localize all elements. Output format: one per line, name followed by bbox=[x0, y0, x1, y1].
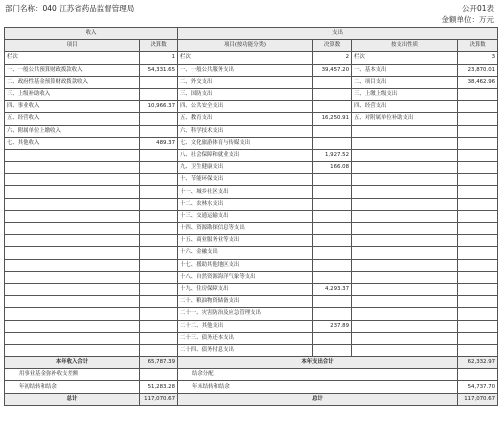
col-number-3: 3 bbox=[458, 52, 498, 64]
income-section-header: 收入 bbox=[5, 28, 178, 40]
func-item: 四、公共安全支出 bbox=[178, 101, 313, 113]
expense-section-header: 支出 bbox=[178, 28, 498, 40]
econ-item bbox=[352, 125, 458, 137]
table-row bbox=[5, 162, 498, 174]
econ-item: 一、基本支出 bbox=[352, 64, 458, 76]
table-row bbox=[5, 113, 498, 125]
table-row bbox=[5, 332, 498, 344]
econ-item bbox=[352, 332, 458, 344]
income-item bbox=[5, 149, 140, 161]
fund-row bbox=[5, 369, 498, 381]
income-amount: 54,331.65 bbox=[140, 64, 178, 76]
econ-amount bbox=[458, 283, 498, 295]
end-balance-value: 54,737.70 bbox=[458, 381, 498, 393]
table-row bbox=[5, 88, 498, 100]
econ-amount bbox=[458, 247, 498, 259]
func-item: 十九、住房保障支出 bbox=[178, 283, 313, 295]
func-item: 二十、粮油物资储备支出 bbox=[178, 296, 313, 308]
econ-item bbox=[352, 149, 458, 161]
col-label-3: 栏次 bbox=[352, 52, 458, 64]
table-row bbox=[5, 174, 498, 186]
income-item bbox=[5, 186, 140, 198]
section-header-row bbox=[5, 28, 498, 40]
func-item: 六、科学技术支出 bbox=[178, 125, 313, 137]
income-item bbox=[5, 162, 140, 174]
grand-total-label-left: 总计 bbox=[5, 393, 140, 405]
econ-item bbox=[352, 283, 458, 295]
econ-item bbox=[352, 320, 458, 332]
income-amount bbox=[140, 125, 178, 137]
income-amount bbox=[140, 210, 178, 222]
income-item-header: 项目 bbox=[5, 40, 140, 52]
income-amount bbox=[140, 223, 178, 235]
begin-balance-label: 年初结转和结余 bbox=[5, 381, 140, 393]
econ-item bbox=[352, 137, 458, 149]
func-amount bbox=[313, 235, 352, 247]
income-amount: 10,966.37 bbox=[140, 101, 178, 113]
income-amount bbox=[140, 259, 178, 271]
income-item bbox=[5, 271, 140, 283]
func-item: 五、教育支出 bbox=[178, 113, 313, 125]
end-balance-label: 年末结转和结余 bbox=[178, 381, 458, 393]
fund-value bbox=[140, 369, 178, 381]
income-amount bbox=[140, 283, 178, 295]
func-amount bbox=[313, 308, 352, 320]
func-item: 二、外交支出 bbox=[178, 76, 313, 88]
econ-amount bbox=[458, 198, 498, 210]
econ-amount bbox=[458, 332, 498, 344]
func-amount: 166.08 bbox=[313, 162, 352, 174]
econ-amount bbox=[458, 210, 498, 222]
table-row bbox=[5, 308, 498, 320]
func-amount bbox=[313, 344, 352, 356]
econ-amount bbox=[458, 113, 498, 125]
econ-amount bbox=[458, 320, 498, 332]
income-item: 四、事业收入 bbox=[5, 101, 140, 113]
income-amount bbox=[140, 162, 178, 174]
func-item: 二十一、灾害防治及应急管理支出 bbox=[178, 308, 313, 320]
econ-item: 二、项目支出 bbox=[352, 76, 458, 88]
func-item: 十一、城乡社区支出 bbox=[178, 186, 313, 198]
income-amount bbox=[140, 174, 178, 186]
income-amount bbox=[140, 271, 178, 283]
income-item: 七、其他收入 bbox=[5, 137, 140, 149]
income-item bbox=[5, 308, 140, 320]
econ-amount bbox=[458, 186, 498, 198]
econ-amount bbox=[458, 259, 498, 271]
econ-item bbox=[352, 344, 458, 356]
econ-amount bbox=[458, 223, 498, 235]
econ-amount bbox=[458, 101, 498, 113]
income-amount bbox=[140, 149, 178, 161]
column-header-row bbox=[5, 40, 498, 52]
grand-total-label-right: 总计 bbox=[178, 393, 458, 405]
income-item bbox=[5, 174, 140, 186]
func-item: 十、节能环保支出 bbox=[178, 174, 313, 186]
grand-total-right: 117,070.67 bbox=[458, 393, 498, 405]
income-amount: 489.37 bbox=[140, 137, 178, 149]
col-label-2: 栏次 bbox=[178, 52, 313, 64]
expense-total-label: 本年支出合计 bbox=[178, 357, 458, 369]
table-code: 公开01表 bbox=[461, 4, 494, 13]
econ-amount bbox=[458, 174, 498, 186]
func-amount bbox=[313, 223, 352, 235]
econ-amount bbox=[458, 149, 498, 161]
econ-item bbox=[352, 271, 458, 283]
grand-total-left: 117,070.67 bbox=[140, 393, 178, 405]
income-amount bbox=[140, 186, 178, 198]
econ-item bbox=[352, 235, 458, 247]
table-row bbox=[5, 223, 498, 235]
department-name: 部门名称：040 江苏省药品监督管理局 bbox=[5, 4, 135, 13]
econ-item bbox=[352, 174, 458, 186]
unit-label: 金额单位：万元 bbox=[441, 15, 494, 24]
econ-item bbox=[352, 162, 458, 174]
balance-dist-value bbox=[458, 369, 498, 381]
table-row bbox=[5, 76, 498, 88]
func-amount bbox=[313, 186, 352, 198]
balance-dist-label: 结余分配 bbox=[178, 369, 458, 381]
econ-item bbox=[352, 247, 458, 259]
col-number-2: 2 bbox=[313, 52, 352, 64]
econ-item: 三、上缴上级支出 bbox=[352, 88, 458, 100]
func-item: 一、一般公共服务支出 bbox=[178, 64, 313, 76]
income-item: 五、经营收入 bbox=[5, 113, 140, 125]
income-item: 二、政府性基金预算财政拨款收入 bbox=[5, 76, 140, 88]
func-amount bbox=[313, 174, 352, 186]
income-item bbox=[5, 247, 140, 259]
income-amount bbox=[140, 198, 178, 210]
func-item: 三、国防支出 bbox=[178, 88, 313, 100]
col-label-1: 栏次 bbox=[5, 52, 140, 64]
income-item bbox=[5, 332, 140, 344]
func-item: 十二、农林水支出 bbox=[178, 198, 313, 210]
carryover-row bbox=[5, 381, 498, 393]
func-item: 九、卫生健康支出 bbox=[178, 162, 313, 174]
income-item bbox=[5, 259, 140, 271]
econ-item bbox=[352, 210, 458, 222]
func-amount bbox=[313, 296, 352, 308]
func-amount bbox=[313, 271, 352, 283]
func-amount bbox=[313, 88, 352, 100]
econ-item bbox=[352, 198, 458, 210]
income-item: 三、上级补助收入 bbox=[5, 88, 140, 100]
func-amount: 39,457.20 bbox=[313, 64, 352, 76]
table-row bbox=[5, 320, 498, 332]
grand-total-row bbox=[5, 393, 498, 405]
table-row bbox=[5, 101, 498, 113]
econ-item-header: 按支出性质 bbox=[352, 40, 458, 52]
func-amount bbox=[313, 76, 352, 88]
income-total-value: 65,787.39 bbox=[140, 357, 178, 369]
income-amount bbox=[140, 113, 178, 125]
econ-amount bbox=[458, 125, 498, 137]
income-item bbox=[5, 283, 140, 295]
income-item bbox=[5, 210, 140, 222]
income-item bbox=[5, 235, 140, 247]
func-item: 二十四、债务付息支出 bbox=[178, 344, 313, 356]
func-amount: 1,927.52 bbox=[313, 149, 352, 161]
table-row bbox=[5, 137, 498, 149]
econ-item: 四、经营支出 bbox=[352, 101, 458, 113]
func-item: 十八、自然资源海洋气象等支出 bbox=[178, 271, 313, 283]
table-row bbox=[5, 125, 498, 137]
table-row bbox=[5, 149, 498, 161]
econ-amount: 38,462.96 bbox=[458, 76, 498, 88]
econ-amount bbox=[458, 271, 498, 283]
income-amount bbox=[140, 247, 178, 259]
func-amount bbox=[313, 332, 352, 344]
func-amount bbox=[313, 198, 352, 210]
func-amount bbox=[313, 247, 352, 259]
income-item bbox=[5, 198, 140, 210]
income-amount bbox=[140, 308, 178, 320]
income-item bbox=[5, 344, 140, 356]
expense-total-value: 62,332.97 bbox=[458, 357, 498, 369]
table-row bbox=[5, 210, 498, 222]
econ-budget-header: 决算数 bbox=[458, 40, 498, 52]
func-item: 十五、商业服务业等支出 bbox=[178, 235, 313, 247]
income-total-label: 本年收入合计 bbox=[5, 357, 140, 369]
econ-item bbox=[352, 296, 458, 308]
func-amount: 16,250.91 bbox=[313, 113, 352, 125]
econ-amount bbox=[458, 162, 498, 174]
econ-item bbox=[352, 308, 458, 320]
table-row bbox=[5, 186, 498, 198]
econ-amount bbox=[458, 296, 498, 308]
func-item-header: 项目(按功能分类) bbox=[178, 40, 313, 52]
econ-amount bbox=[458, 344, 498, 356]
econ-amount bbox=[458, 88, 498, 100]
table-row bbox=[5, 198, 498, 210]
table-row bbox=[5, 296, 498, 308]
begin-balance-value: 51,283.28 bbox=[140, 381, 178, 393]
column-index-row bbox=[5, 52, 498, 64]
table-row bbox=[5, 259, 498, 271]
table-row bbox=[5, 283, 498, 295]
income-budget-header: 决算数 bbox=[140, 40, 178, 52]
func-amount bbox=[313, 210, 352, 222]
income-amount bbox=[140, 76, 178, 88]
func-amount: 4,293.37 bbox=[313, 283, 352, 295]
table-row bbox=[5, 235, 498, 247]
econ-amount: 23,870.01 bbox=[458, 64, 498, 76]
func-item: 八、社会保障和就业支出 bbox=[178, 149, 313, 161]
table-row bbox=[5, 247, 498, 259]
table-row bbox=[5, 64, 498, 76]
col-number-1: 1 bbox=[140, 52, 178, 64]
econ-item: 五、对附属单位补助支出 bbox=[352, 113, 458, 125]
final-accounts-table bbox=[4, 27, 498, 406]
func-amount: 237.89 bbox=[313, 320, 352, 332]
econ-item bbox=[352, 259, 458, 271]
func-budget-header: 决算数 bbox=[313, 40, 352, 52]
income-amount bbox=[140, 332, 178, 344]
income-amount bbox=[140, 344, 178, 356]
func-item: 十四、资源勘探信息等支出 bbox=[178, 223, 313, 235]
income-amount bbox=[140, 296, 178, 308]
econ-amount bbox=[458, 308, 498, 320]
func-item: 十三、交通运输支出 bbox=[178, 210, 313, 222]
income-item bbox=[5, 320, 140, 332]
func-item: 十六、金融支出 bbox=[178, 247, 313, 259]
table-row bbox=[5, 344, 498, 356]
econ-item bbox=[352, 223, 458, 235]
income-amount bbox=[140, 88, 178, 100]
income-amount bbox=[140, 235, 178, 247]
func-amount bbox=[313, 137, 352, 149]
fund-label: 用事业基金弥补收支差额 bbox=[5, 369, 140, 381]
total-row bbox=[5, 357, 498, 369]
func-amount bbox=[313, 259, 352, 271]
econ-amount bbox=[458, 235, 498, 247]
table-row bbox=[5, 271, 498, 283]
func-item: 二十二、其他支出 bbox=[178, 320, 313, 332]
income-item: 六、附属单位上缴收入 bbox=[5, 125, 140, 137]
income-item: 一、一般公共预算财政拨款收入 bbox=[5, 64, 140, 76]
econ-item bbox=[352, 186, 458, 198]
income-item bbox=[5, 223, 140, 235]
func-amount bbox=[313, 101, 352, 113]
func-item: 十七、援助其他地区支出 bbox=[178, 259, 313, 271]
income-amount bbox=[140, 320, 178, 332]
func-amount bbox=[313, 125, 352, 137]
income-item bbox=[5, 296, 140, 308]
econ-amount bbox=[458, 137, 498, 149]
func-item: 七、文化旅游体育与传媒支出 bbox=[178, 137, 313, 149]
func-item: 二十三、债务还本支出 bbox=[178, 332, 313, 344]
